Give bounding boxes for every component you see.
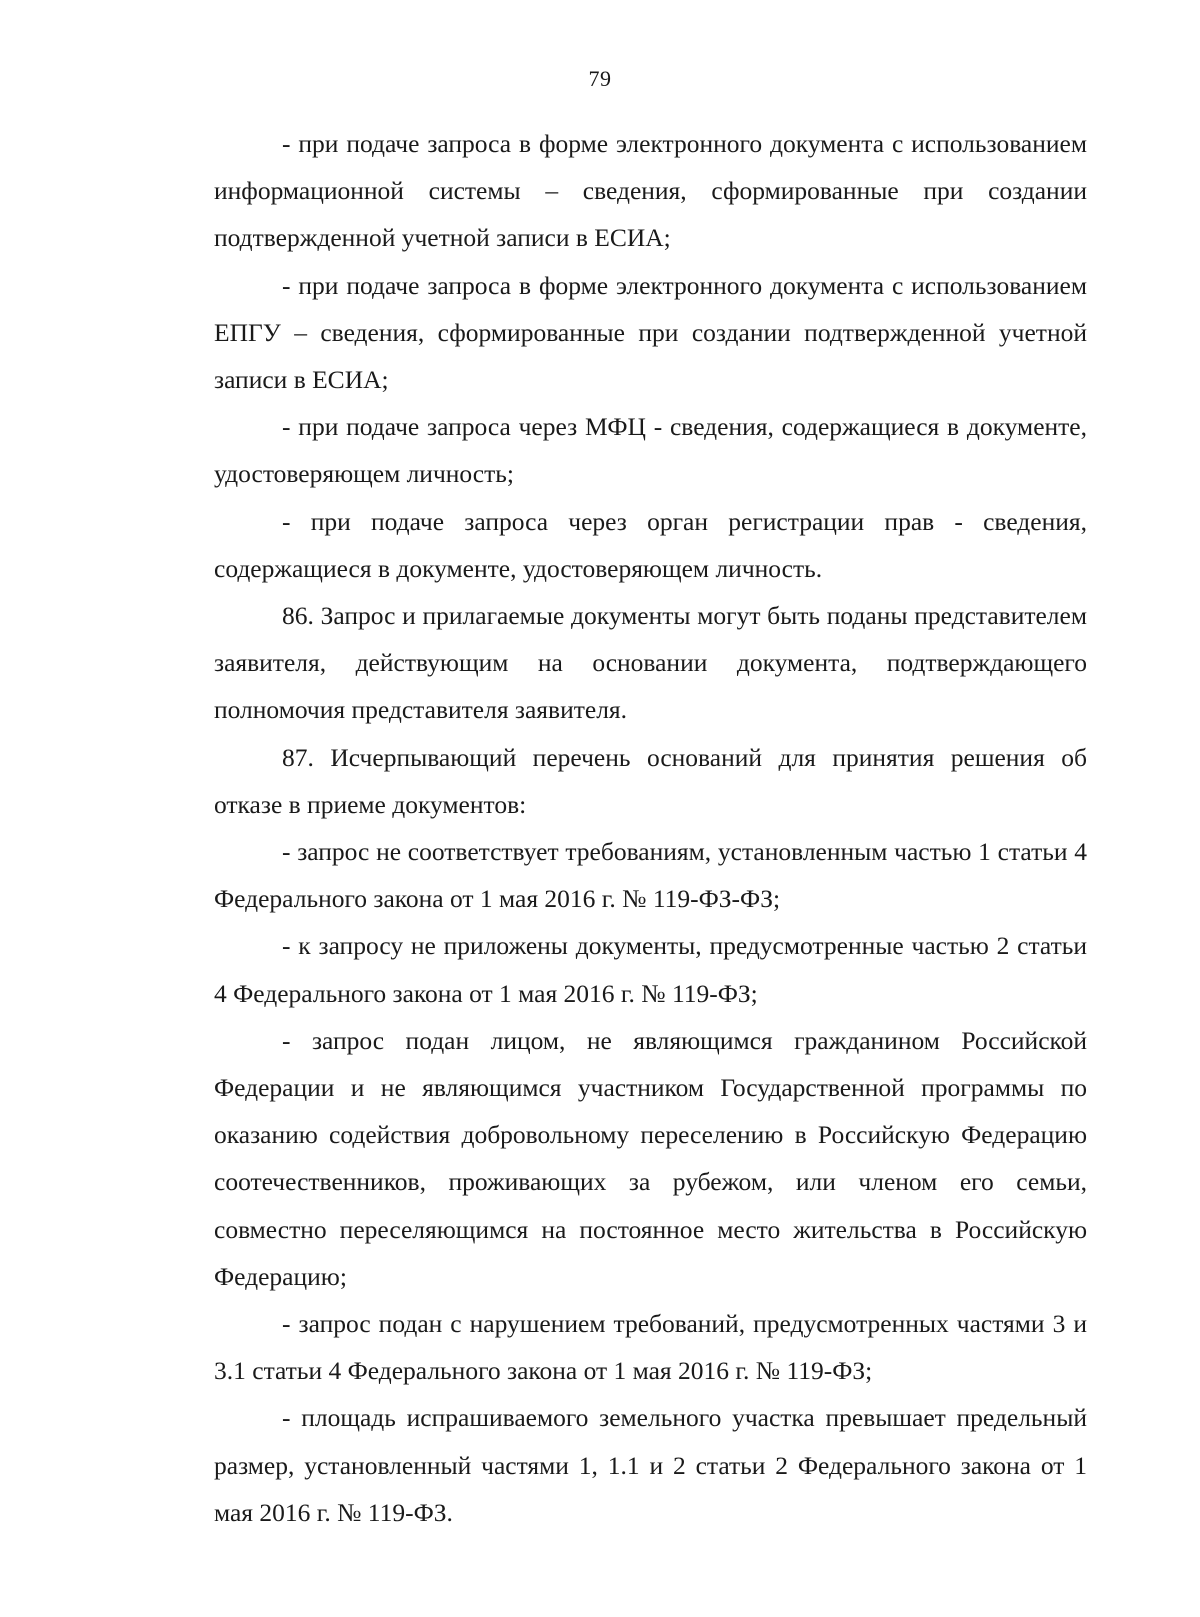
paragraph-refusal-1: - запрос не соответствует требованиям, установленным частью 1 статьи 4 Федерального закона от 1 мая 2016 г. № 119-ФЗ-ФЗ; <box>214 837 1087 914</box>
paragraph-refusal-5: - площадь испрашиваемого земельного участка превышает предельный размер, установленный частями 1, 1.1 и 2 статьи 2 Федерального закона от 1 мая 2016 г. № 119-ФЗ. <box>214 1403 1087 1527</box>
paragraph-86: 86. Запрос и прилагаемые документы могут быть поданы представителем заявителя, действующим на основании документа, подтверждающего полномочия представителя заявителя. <box>214 601 1087 725</box>
paragraph-refusal-4: - запрос подан с нарушением требований, предусмотренных частями 3 и 3.1 статьи 4 Федерального закона от 1 мая 2016 г. № 119-ФЗ; <box>214 1309 1087 1386</box>
paragraph-refusal-2: - к запросу не приложены документы, предусмотренные частью 2 статьи 4 Федерального закона от 1 мая 2016 г. № 119-ФЗ; <box>214 931 1087 1008</box>
document-body <box>214 120 1087 1536</box>
paragraph-epgu: - при подаче запроса в форме электронного документа с использованием ЕПГУ – сведения, сформированные при создании подтвержденной учетной записи в ЕСИА; <box>214 270 1087 395</box>
paragraph-registration-body: - при подаче запроса через орган регистрации прав - сведения, содержащиеся в документе, удостоверяющем личность. <box>214 506 1087 583</box>
paragraph-mfc: - при подаче запроса через МФЦ - сведения, содержащиеся в документе, удостоверяющем личность; <box>214 412 1087 489</box>
page-number: 79 <box>588 66 612 91</box>
paragraph-info-system: - при подаче запроса в форме электронного документа с использованием информационной системы – сведения, сформированные при создании подтвержденной учетной записи в ЕСИА; <box>214 129 1087 253</box>
paragraph-87: 87. Исчерпывающий перечень оснований для принятия решения об отказе в приеме документов: <box>214 742 1087 819</box>
paragraph-refusal-3: - запрос подан лицом, не являющимся гражданином Российской Федерации и не являющимся участником Государственной программы по оказанию содействия добровольному переселению в Российскую Федерацию соотечественников, проживающих за рубежом, или членом его семьи, совместно переселяющимся на постоянное место жительства в Российскую Федерацию; <box>214 1025 1087 1291</box>
